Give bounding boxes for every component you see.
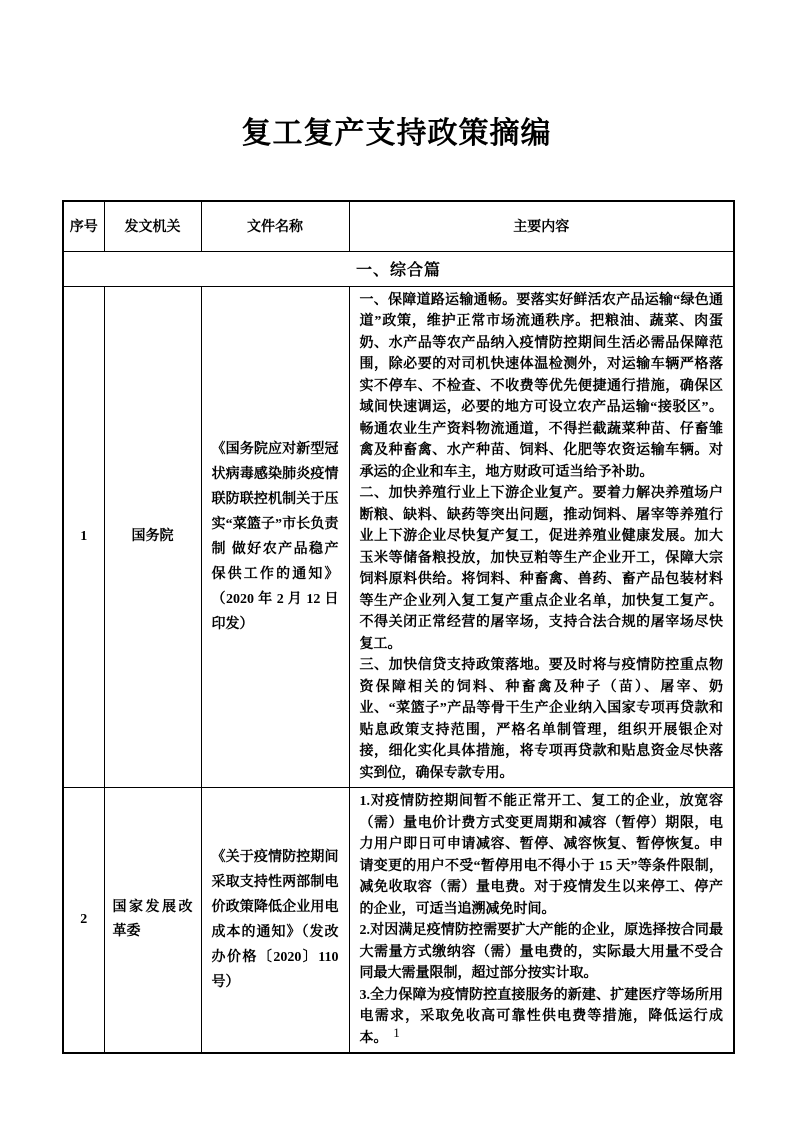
row-2-content-paragraph: 1.对疫情防控期间暂不能正常开工、复工的企业，放宽容（需）量电价计费方式变更周期和减容（暂停）期限，电力用户即日可申请减容、暂停、减容恢复、暂停恢复。申请变更的用户不受“暂停用电不得小于 15 天”等条件限制，减免收取容（需）量电费。对于疫情发生以来停工、停产的企业，可适当追溯减免时间。 bbox=[359, 794, 723, 917]
table-header-row bbox=[63, 201, 734, 251]
row-2-content-paragraph: 3.全力保障为疫情防控直接服务的新建、扩建医疗等场所用电需求，采取免收高可靠性供电费等措施，降低运行成本。 bbox=[359, 987, 723, 1046]
row-2-main-content bbox=[349, 788, 734, 1054]
row-1-content-paragraph: 一、保障道路运输通畅。要落实好鲜活农产品运输“绿色通道”政策，维护正常市场流通秩序。把粮油、蔬菜、肉蛋奶、水产品等农产品纳入疫情防控期间生活必需品保障范围，除必要的对司机快速体温检测外，对运输车辆严格落实不停车、不检查、不收费等优先便捷通行措施，确保区域间快速调运，必要的地方可设立农产品运输“接驳区”。畅通农业生产资料物流通道，不得拦截蔬菜种苗、仔畜雏禽及种畜禽、水产种苗、饲料、化肥等农资运输车辆。对承运的企业和车主，地方财政可适当给予补助。 bbox=[359, 292, 723, 480]
row-2-agency: 国家发展改革委 bbox=[104, 788, 201, 1054]
page-number: 1 bbox=[393, 1025, 400, 1040]
policy-table bbox=[62, 200, 735, 1054]
table-row bbox=[63, 788, 734, 1054]
row-1-doc-name: 《国务院应对新型冠状病毒感染肺炎疫情联防联控机制关于压实“菜篮子”市长负责制 做好农产品稳产保供工作的通知》（2020 年 2 月 12 日印发） bbox=[201, 286, 349, 788]
row-1-agency: 国务院 bbox=[104, 286, 201, 788]
row-2-index: 2 bbox=[63, 788, 104, 1054]
row-1-content-paragraph: 三、加快信贷支持政策落地。要及时将与疫情防控重点物资保障相关的饲料、种畜禽及种子（苗）、屠宰、奶业、“菜篮子”产品等骨干生产企业纳入国家专项再贷款和贴息政策支持范围，严格名单制管理，组织开展银企对接，细化实化具体措施，将专项再贷款和贴息资金尽快落实到位，确保专款专用。 bbox=[359, 658, 723, 781]
row-2-doc-name: 《关于疫情防控期间采取支持性两部制电价政策降低企业用电成本的通知》（发改办价格〔2020〕110 号） bbox=[201, 788, 349, 1054]
document-title: 复工复产支持政策摘编 bbox=[241, 117, 552, 150]
header-cell-main-content: 主要内容 bbox=[349, 201, 734, 251]
row-1-main-content bbox=[349, 286, 734, 788]
row-1-index: 1 bbox=[63, 286, 104, 788]
section-row bbox=[63, 251, 734, 286]
header-cell-agency: 发文机关 bbox=[104, 201, 201, 251]
table-row bbox=[63, 286, 734, 788]
header-cell-doc-name: 文件名称 bbox=[201, 201, 349, 251]
header-cell-index: 序号 bbox=[63, 201, 104, 251]
row-1-content-paragraph: 二、加快养殖行业上下游企业复产。要着力解决养殖场户断粮、缺料、缺药等突出问题，推动饲料、屠宰等养殖行业上下游企业尽快复产复工，促进养殖业健康发展。加大玉米等储备粮投放，加快豆粕等生产企业开工，保障大宗饲料原料供给。将饲料、种畜禽、兽药、畜产品包装材料等生产企业列入复工复产重点企业名单，加快复工复产。不得关闭正常经营的屠宰场，支持合法合规的屠宰场尽快复工。 bbox=[359, 486, 723, 652]
row-2-content-paragraph: 2.对因满足疫情防控需要扩大产能的企业，原选择按合同最大需量方式缴纳容（需）量电费的，实际最大用量不受合同最大需量限制，超过部分按实计取。 bbox=[359, 923, 723, 981]
section-header: 一、综合篇 bbox=[63, 251, 734, 286]
